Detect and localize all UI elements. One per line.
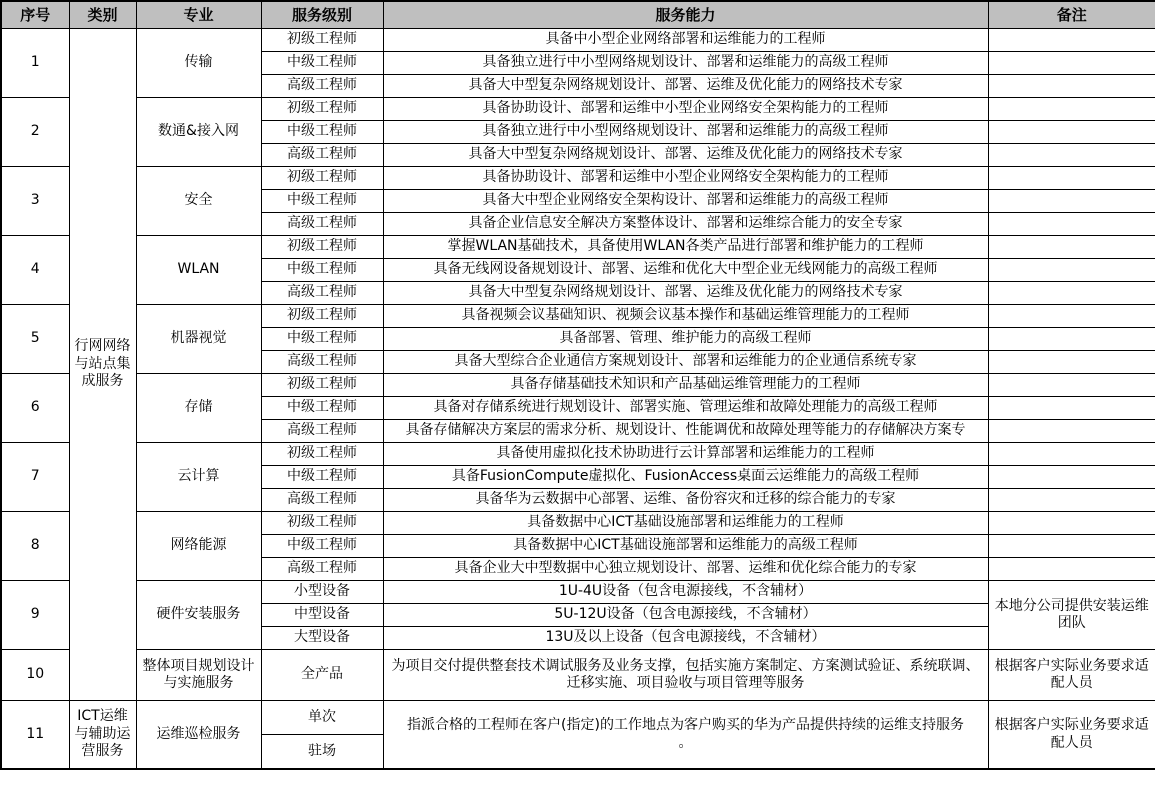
cell-no: 1 xyxy=(1,29,69,98)
cell-capability: 5U-12U设备（包含电源接线，不含辅材） xyxy=(383,604,988,627)
cell-capability: 具备存储基础技术知识和产品基础运维管理能力的工程师 xyxy=(383,374,988,397)
cell-note xyxy=(988,466,1155,489)
header-row xyxy=(1,1,1155,29)
header-category: 类别 xyxy=(69,1,136,29)
cell-note: 根据客户实际业务要求适配人员 xyxy=(988,701,1155,770)
cell-level: 中级工程师 xyxy=(261,397,383,420)
cell-level: 初级工程师 xyxy=(261,443,383,466)
cell-capability: 为项目交付提供整套技术调试服务及业务支撑，包括实施方案制定、方案测试验证、系统联调、迁移实施、项目验收与项目管理等服务 xyxy=(383,650,988,701)
table-row xyxy=(1,305,1155,328)
cell-level: 高级工程师 xyxy=(261,489,383,512)
cell-note xyxy=(988,98,1155,121)
capability-text-line2: 。 xyxy=(678,734,693,751)
header-remark: 备注 xyxy=(988,1,1155,29)
cell-note xyxy=(988,259,1155,282)
cell-level: 初级工程师 xyxy=(261,98,383,121)
header-capability: 服务能力 xyxy=(383,1,988,29)
cell-level: 中级工程师 xyxy=(261,466,383,489)
cell-level: 中级工程师 xyxy=(261,259,383,282)
cell-capability: 具备存储解决方案层的需求分析、规划设计、性能调优和故障处理等能力的存储解决方案专 xyxy=(383,420,988,443)
cell-capability: 具备对存储系统进行规划设计、部署实施、管理运维和故障处理能力的高级工程师 xyxy=(383,397,988,420)
cell-no: 9 xyxy=(1,581,69,650)
cell-no: 2 xyxy=(1,98,69,167)
cell-level: 高级工程师 xyxy=(261,558,383,581)
cell-level: 初级工程师 xyxy=(261,374,383,397)
cell-note xyxy=(988,144,1155,167)
table-row xyxy=(1,512,1155,535)
cell-capability: 具备数据中心ICT基础设施部署和运维能力的工程师 xyxy=(383,512,988,535)
cell-level: 中型设备 xyxy=(261,604,383,627)
cell-specialty: 安全 xyxy=(136,167,261,236)
cell-level: 高级工程师 xyxy=(261,351,383,374)
cell-level: 高级工程师 xyxy=(261,75,383,98)
cell-no: 6 xyxy=(1,374,69,443)
cell-capability: 具备大中型企业网络安全架构设计、部署和运维能力的高级工程师 xyxy=(383,190,988,213)
cell-specialty: 硬件安装服务 xyxy=(136,581,261,650)
cell-capability: 具备协助设计、部署和运维中小型企业网络安全架构能力的工程师 xyxy=(383,98,988,121)
cell-level: 全产品 xyxy=(261,650,383,701)
cell-level: 中级工程师 xyxy=(261,121,383,144)
cell-note xyxy=(988,351,1155,374)
header-no: 序号 xyxy=(1,1,69,29)
cell-capability: 13U及以上设备（包含电源接线，不含辅材） xyxy=(383,627,988,650)
cell-no: 8 xyxy=(1,512,69,581)
cell-note: 本地分公司提供安装运维团队 xyxy=(988,581,1155,650)
cell-note xyxy=(988,328,1155,351)
cell-no: 5 xyxy=(1,305,69,374)
cell-level: 初级工程师 xyxy=(261,167,383,190)
table-row xyxy=(1,701,1155,735)
cell-specialty: 运维巡检服务 xyxy=(136,701,261,770)
cell-note xyxy=(988,305,1155,328)
cell-capability: 1U-4U设备（包含电源接线，不含辅材） xyxy=(383,581,988,604)
header-specialty: 专业 xyxy=(136,1,261,29)
cell-note xyxy=(988,29,1155,52)
cell-capability: 具备华为云数据中心部署、运维、备份容灾和迁移的综合能力的专家 xyxy=(383,489,988,512)
cell-level: 中级工程师 xyxy=(261,328,383,351)
cell-note xyxy=(988,213,1155,236)
cell-capability: 具备企业大中型数据中心独立规划设计、部署、运维和优化综合能力的专家 xyxy=(383,558,988,581)
table-row xyxy=(1,443,1155,466)
cell-capability: 具备大型综合企业通信方案规划设计、部署和运维能力的企业通信系统专家 xyxy=(383,351,988,374)
cell-level: 单次 xyxy=(261,701,383,735)
cell-level: 驻场 xyxy=(261,735,383,770)
cell-no: 4 xyxy=(1,236,69,305)
cell-capability: 具备使用虚拟化技术协助进行云计算部署和运维能力的工程师 xyxy=(383,443,988,466)
cell-level: 高级工程师 xyxy=(261,282,383,305)
cell-level: 高级工程师 xyxy=(261,420,383,443)
cell-capability: 具备大中型复杂网络规划设计、部署、运维及优化能力的网络技术专家 xyxy=(383,75,988,98)
cell-note xyxy=(988,52,1155,75)
cell-note xyxy=(988,374,1155,397)
cell-note xyxy=(988,236,1155,259)
table-row xyxy=(1,167,1155,190)
cell-capability: 具备无线网设备规划设计、部署、运维和优化大中型企业无线网能力的高级工程师 xyxy=(383,259,988,282)
capability-text: 指派合格的工程师在客户(指定)的工作地点为客户购买的华为产品提供持续的运维支持服务 xyxy=(407,717,964,733)
cell-specialty: 传输 xyxy=(136,29,261,98)
cell-specialty: 云计算 xyxy=(136,443,261,512)
cell-level: 中级工程师 xyxy=(261,52,383,75)
cell-specialty: 网络能源 xyxy=(136,512,261,581)
cell-capability: 具备FusionCompute虚拟化、FusionAccess桌面云运维能力的高级工程师 xyxy=(383,466,988,489)
cell-note xyxy=(988,190,1155,213)
cell-category: 行网网络与站点集成服务 xyxy=(69,29,136,701)
cell-level: 中级工程师 xyxy=(261,535,383,558)
cell-note xyxy=(988,512,1155,535)
cell-note xyxy=(988,443,1155,466)
cell-specialty: 机器视觉 xyxy=(136,305,261,374)
cell-level: 高级工程师 xyxy=(261,144,383,167)
table-row xyxy=(1,98,1155,121)
cell-capability: 具备中小型企业网络部署和运维能力的工程师 xyxy=(383,29,988,52)
table-row xyxy=(1,650,1155,701)
cell-specialty: 整体项目规划设计与实施服务 xyxy=(136,650,261,701)
cell-specialty: WLAN xyxy=(136,236,261,305)
table-row xyxy=(1,236,1155,259)
cell-level: 中级工程师 xyxy=(261,190,383,213)
cell-capability: 具备大中型复杂网络规划设计、部署、运维及优化能力的网络技术专家 xyxy=(383,282,988,305)
cell-no: 10 xyxy=(1,650,69,701)
cell-capability: 具备视频会议基础知识、视频会议基本操作和基础运维管理能力的工程师 xyxy=(383,305,988,328)
cell-level: 小型设备 xyxy=(261,581,383,604)
cell-note xyxy=(988,167,1155,190)
cell-category: ICT运维与辅助运营服务 xyxy=(69,701,136,770)
cell-note xyxy=(988,397,1155,420)
cell-capability: 具备独立进行中小型网络规划设计、部署和运维能力的高级工程师 xyxy=(383,121,988,144)
cell-capability: 掌握WLAN基础技术，具备使用WLAN各类产品进行部署和维护能力的工程师 xyxy=(383,236,988,259)
cell-no: 3 xyxy=(1,167,69,236)
header-service-level: 服务级别 xyxy=(261,1,383,29)
cell-capability: 具备部署、管理、维护能力的高级工程师 xyxy=(383,328,988,351)
cell-level: 高级工程师 xyxy=(261,213,383,236)
cell-note xyxy=(988,75,1155,98)
cell-capability: 具备企业信息安全解决方案整体设计、部署和运维综合能力的安全专家 xyxy=(383,213,988,236)
cell-level: 初级工程师 xyxy=(261,29,383,52)
cell-capability: 具备大中型复杂网络规划设计、部署、运维及优化能力的网络技术专家 xyxy=(383,144,988,167)
cell-no: 7 xyxy=(1,443,69,512)
cell-level: 初级工程师 xyxy=(261,512,383,535)
table-row xyxy=(1,374,1155,397)
cell-specialty: 存储 xyxy=(136,374,261,443)
cell-note xyxy=(988,558,1155,581)
cell-capability: 具备协助设计、部署和运维中小型企业网络安全架构能力的工程师 xyxy=(383,167,988,190)
cell-note xyxy=(988,282,1155,305)
cell-specialty: 数通&接入网 xyxy=(136,98,261,167)
cell-no: 11 xyxy=(1,701,69,770)
cell-capability: 具备独立进行中小型网络规划设计、部署和运维能力的高级工程师 xyxy=(383,52,988,75)
table-row xyxy=(1,29,1155,52)
cell-capability xyxy=(383,701,988,770)
cell-capability: 具备数据中心ICT基础设施部署和运维能力的高级工程师 xyxy=(383,535,988,558)
cell-note xyxy=(988,489,1155,512)
cell-level: 初级工程师 xyxy=(261,236,383,259)
cell-level: 大型设备 xyxy=(261,627,383,650)
cell-note xyxy=(988,420,1155,443)
cell-note xyxy=(988,121,1155,144)
cell-note: 根据客户实际业务要求适配人员 xyxy=(988,650,1155,701)
cell-level: 初级工程师 xyxy=(261,305,383,328)
table-row xyxy=(1,581,1155,604)
cell-note xyxy=(988,535,1155,558)
